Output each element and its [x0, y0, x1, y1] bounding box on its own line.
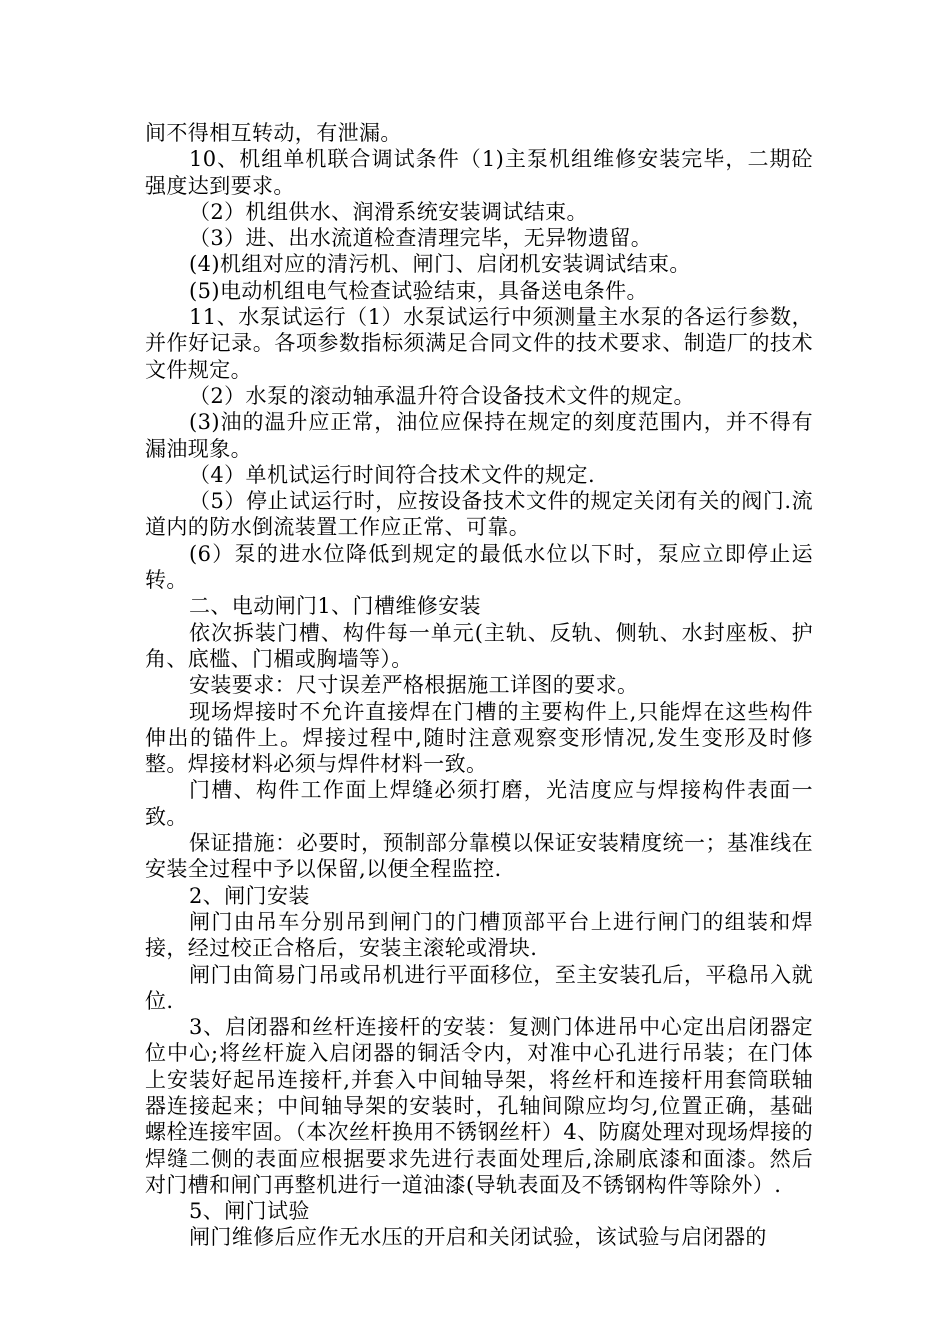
paragraph-18: 保证措施：必要时，预制部分靠模以保证安装精度统一；基准线在安装全过程中予以保留,以便全程监控.	[145, 831, 813, 882]
paragraph-8: （2）水泵的滚动轴承温升符合设备技术文件的规定。	[189, 383, 695, 408]
paragraph-3: （2）机组供水、润滑系统安装调试结束。	[189, 199, 588, 224]
subheading-gate-test: 5、闸门试验	[189, 1199, 310, 1224]
paragraph-20: 闸门由吊车分别吊到闸门的门槽顶部平台上进行闸门的组装和焊接，经过校正合格后，安装主滚轮或滑块.	[145, 909, 813, 961]
paragraph-5: (4)机组对应的清污机、闸门、启闭机安装调试结束。	[189, 252, 691, 277]
paragraph-1: 间不得相互转动，有泄漏。	[145, 121, 402, 145]
section-heading-gate: 二、电动闸门1、门槽维修安装	[189, 594, 481, 619]
paragraph-9: (3)油的温升应正常，油位应保持在规定的刻度范围内，并不得有漏油现象。	[145, 410, 813, 461]
paragraph-17: 门槽、构件工作面上焊缝必须打磨，光洁度应与焊接构件表面一致。	[145, 778, 813, 829]
paragraph-2: 10、机组单机联合调试条件（1)主泵机组维修安装完毕，二期砼强度达到要求。	[145, 147, 813, 198]
paragraph-12: (6）泵的进水位降低到规定的最低水位以下时，泵应立即停止运转。	[145, 541, 813, 593]
paragraph-7: 11、水泵试运行（1）水泵试运行中须测量主水泵的各运行参数，并作好记录。各项参数指标须满足合同文件的技术要求、制造厂的技术文件规定。	[145, 305, 813, 382]
subheading-gate-install: 2、闸门安装	[189, 883, 310, 908]
paragraph-4: （3）进、出水流道检查清理完毕，无异物遗留。	[189, 226, 653, 251]
paragraph-10: （4）单机试运行时间符合技术文件的规定.	[189, 462, 596, 487]
paragraph-11: （5）停止试运行时，应按设备技术文件的规定关闭有关的阀门.流道内的防水倒流装置工作应正常、可靠。	[145, 489, 813, 540]
document-body	[145, 120, 813, 1251]
paragraph-6: (5)电动机组电气检查试验结束，具备送电条件。	[189, 278, 648, 303]
paragraph-22: 3、启闭器和丝杆连接杆的安装：复测门体进吊中心定出启闭器定位中心;将丝杆旋入启闭器的铜活令内，对准中心孔进行吊装；在门体上安装好起吊连接杆,并套入中间轴导架，将丝杆和连接杆用套筒联轴器连接起来；中间轴导架的安装时，孔轴间隙应均匀,位置正确，基础螺栓连接牢固。（本次丝杆换用不锈钢丝杆）4、防腐处理对现场焊接的焊缝二侧的表面应根据要求先进行表面处理后,涂刷底漆和面漆。然后对门槽和闸门再整机进行一道油漆(导轨表面及不锈钢构件等除外）.	[145, 1015, 813, 1197]
paragraph-14: 依次拆装门槽、构件每一单元(主轨、反轨、侧轨、水封座板、护角、底槛、门楣或胸墙等）。	[145, 620, 813, 671]
paragraph-15: 安装要求：尺寸误差严格根据施工详图的要求。	[189, 673, 639, 698]
paragraph-16: 现场焊接时不允许直接焊在门槽的主要构件上,只能焊在这些构件伸出的锚件上。焊接过程中,随时注意观察变形情况,发生变形及时修整。焊接材料必须与焊件材料一致。	[145, 699, 813, 777]
paragraph-24: 闸门维修后应作无水压的开启和关闭试验，该试验与启闭器的	[189, 1225, 767, 1250]
paragraph-21: 闸门由简易门吊或吊机进行平面移位，至主安装孔后，平稳吊入就位.	[145, 962, 813, 1013]
